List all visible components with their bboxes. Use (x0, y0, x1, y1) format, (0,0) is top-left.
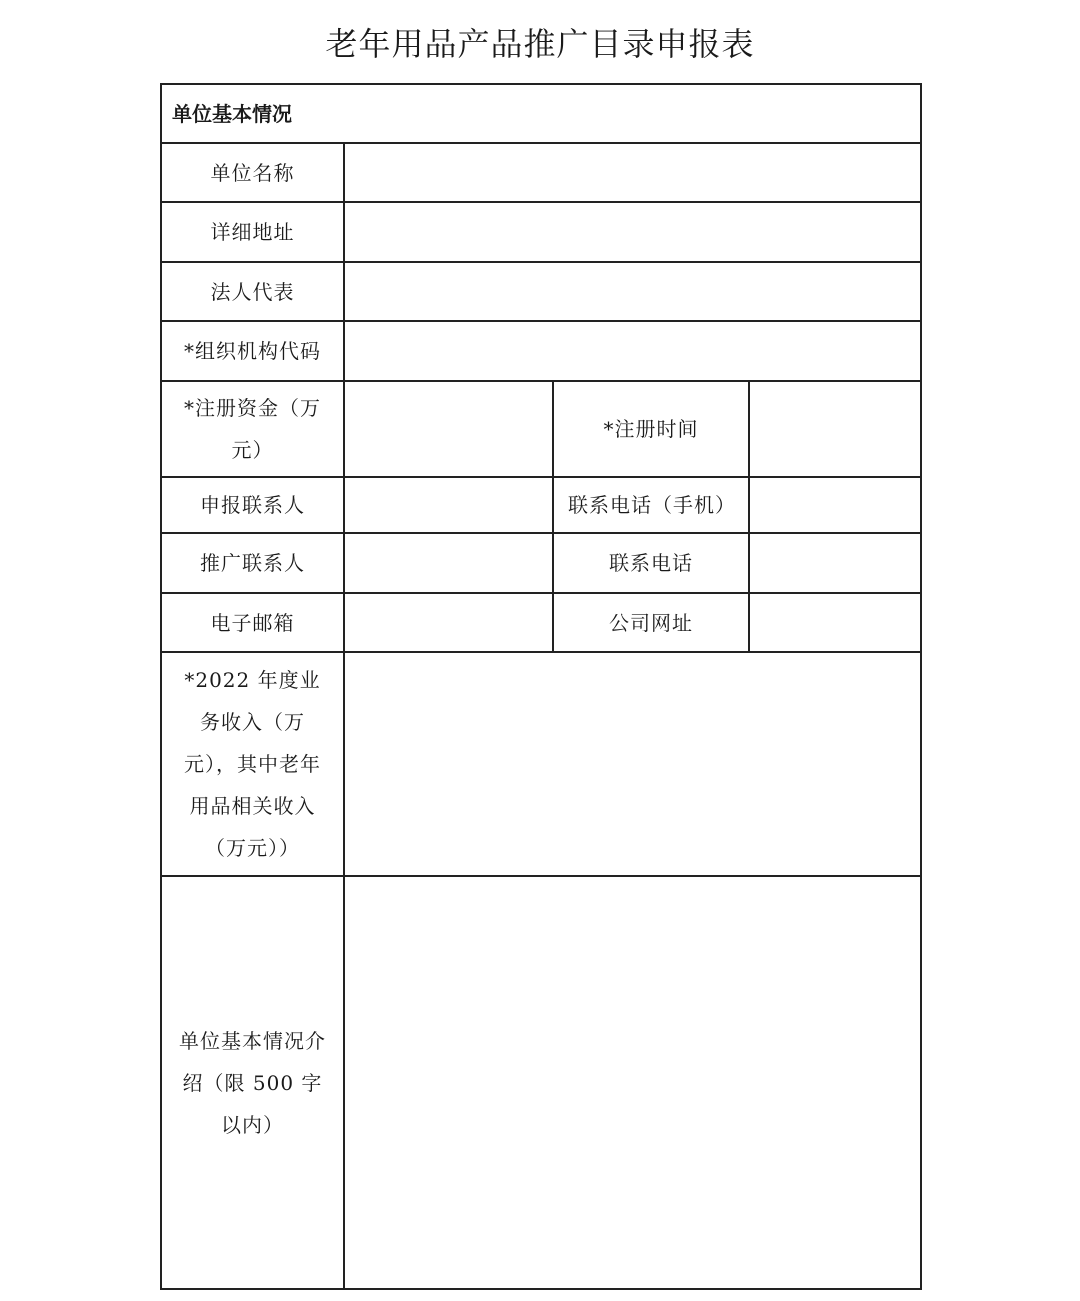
mobile-label: 联系电话（手机） (553, 477, 749, 533)
legal-rep-label: 法人代表 (161, 262, 344, 321)
promo-contact-label: 推广联系人 (161, 533, 344, 593)
applicant-contact-field[interactable] (344, 477, 553, 533)
section-header: 单位基本情况 (161, 84, 921, 143)
reg-time-field[interactable] (749, 381, 921, 477)
unit-name-field[interactable] (344, 143, 921, 202)
intro-label: 单位基本情况介绍（限 500 字以内） (161, 876, 344, 1289)
reg-capital-field[interactable] (344, 381, 553, 477)
form-title: 老年用品产品推广目录申报表 (325, 25, 755, 63)
unit-name-label: 单位名称 (161, 143, 344, 202)
website-field[interactable] (749, 593, 921, 652)
email-field[interactable] (344, 593, 553, 652)
reg-capital-label: *注册资金（万元） (161, 381, 344, 477)
applicant-contact-label: 申报联系人 (161, 477, 344, 533)
intro-field[interactable] (344, 876, 921, 1289)
org-code-field[interactable] (344, 321, 921, 381)
address-field[interactable] (344, 202, 921, 262)
form-table (160, 83, 922, 1290)
revenue-field[interactable] (344, 652, 921, 876)
legal-rep-field[interactable] (344, 262, 921, 321)
email-label: 电子邮箱 (161, 593, 344, 652)
reg-time-label: *注册时间 (553, 381, 749, 477)
phone-field[interactable] (749, 533, 921, 593)
mobile-field[interactable] (749, 477, 921, 533)
promo-contact-field[interactable] (344, 533, 553, 593)
application-form (160, 83, 920, 1288)
phone-label: 联系电话 (553, 533, 749, 593)
website-label: 公司网址 (553, 593, 749, 652)
revenue-label: *2022 年度业务收入（万元），其中老年用品相关收入（万元）） (161, 652, 344, 876)
address-label: 详细地址 (161, 202, 344, 262)
org-code-label: *组织机构代码 (161, 321, 344, 381)
